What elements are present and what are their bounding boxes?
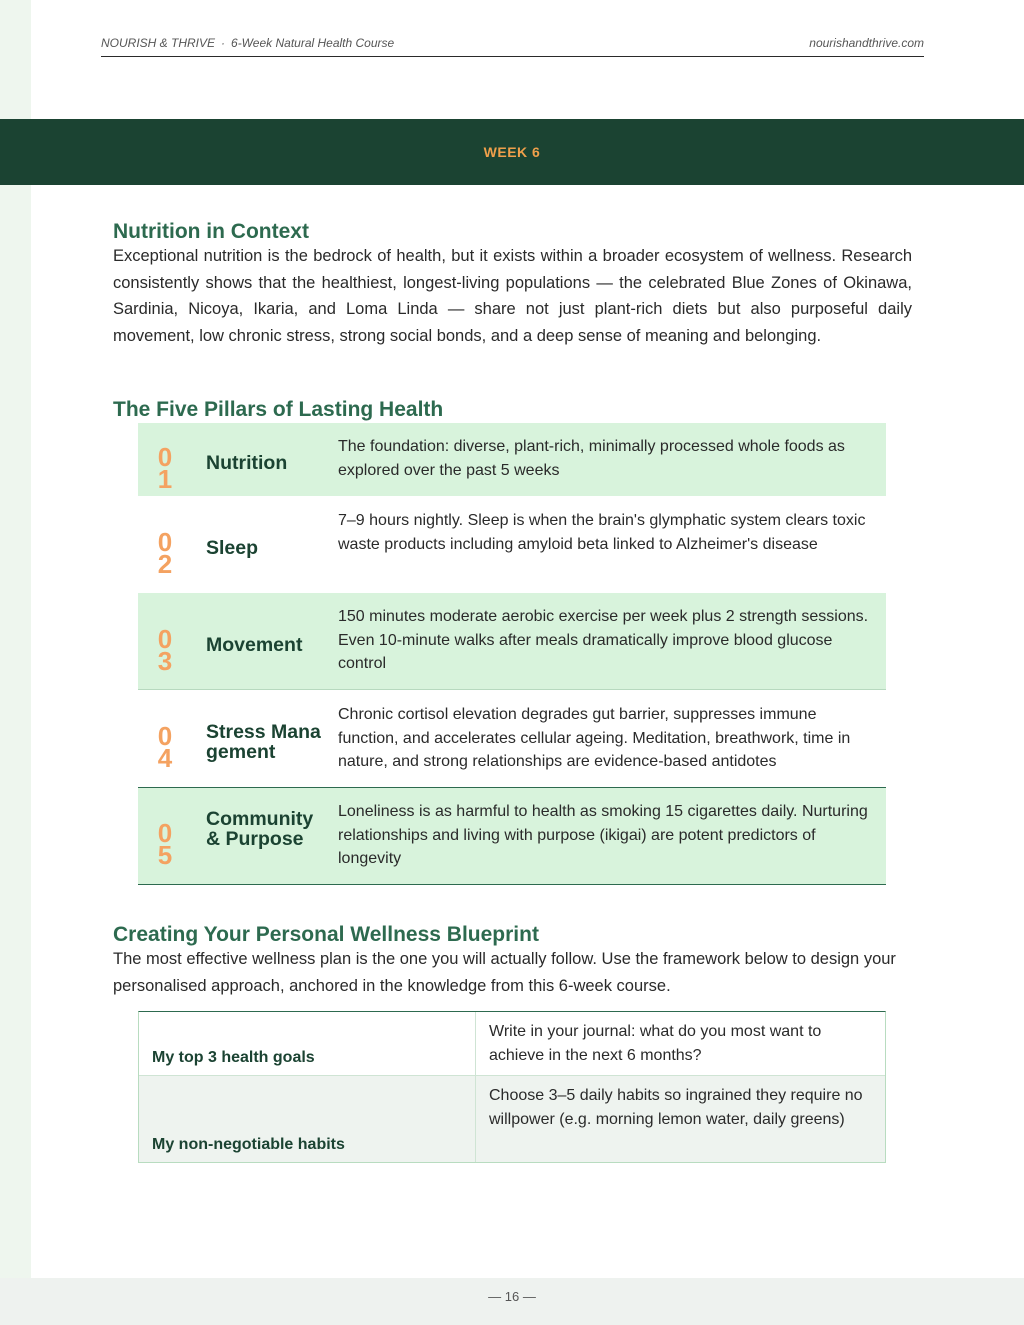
pillar-number: 05 — [157, 818, 173, 870]
pillar-row — [138, 690, 886, 787]
blueprint-label: My non-negotiable habits — [139, 1076, 476, 1162]
header-left — [101, 36, 394, 50]
blueprint-label: My top 3 health goals — [139, 1012, 476, 1075]
pillar-number: 02 — [157, 527, 173, 579]
pillar-description: 150 minutes moderate aerobic exercise per week plus 2 strength sessions. Even 10-minute walks after meals dramatically improve blood glucose control — [338, 608, 869, 672]
week-label: WEEK 6 — [483, 144, 541, 160]
blueprint-table — [138, 1011, 886, 1163]
pillar-row — [138, 593, 886, 690]
pillar-title: Sleep — [206, 537, 259, 559]
pillar-description: The foundation: diverse, plant-rich, minimally processed whole foods as explored over the past 5 weeks — [338, 438, 845, 479]
pillar-row — [138, 787, 886, 885]
table-row — [139, 1076, 885, 1162]
context-heading: Nutrition in Context — [113, 220, 309, 243]
side-stripe — [0, 0, 31, 1325]
pillar-title: Community & Purpose — [206, 808, 314, 850]
pillar-row — [138, 423, 886, 496]
blueprint-intro: The most effective wellness plan is the one you will actually follow. Use the framework below to design your personalised approach, anchored in the knowledge from this 6-week course. — [113, 950, 896, 995]
pillar-title: Stress Management — [206, 721, 321, 763]
pillar-description: Loneliness is as harmful to health as smoking 15 cigarettes daily. Nurturing relationships and living with purpose (ikigai) are potent predictors of longevity — [338, 803, 868, 867]
course-name: 6-Week Natural Health Course — [231, 36, 395, 50]
running-header — [101, 34, 924, 57]
pillar-description: Chronic cortisol elevation degrades gut barrier, suppresses immune function, and accelerates cellular ageing. Meditation, breathwork, time in nature, and strong relationships are evidence-based antidotes — [338, 706, 851, 770]
pillar-number: 04 — [157, 721, 173, 773]
header-separator: · — [221, 36, 226, 50]
blueprint-text: Write in your journal: what do you most want to achieve in the next 6 months? — [489, 1023, 822, 1064]
brand-name: NOURISH & THRIVE — [101, 36, 216, 50]
pillars-heading: The Five Pillars of Lasting Health — [113, 398, 444, 421]
blueprint-heading: Creating Your Personal Wellness Blueprint — [113, 923, 539, 946]
pillar-number: 03 — [157, 624, 173, 676]
blueprint-text: Choose 3–5 daily habits so ingrained they require no willpower (e.g. morning lemon water, daily greens) — [489, 1087, 863, 1128]
website-link[interactable]: nourishandthrive.com — [809, 36, 924, 50]
pillar-title: Nutrition — [206, 452, 288, 474]
context-paragraph: Exceptional nutrition is the bedrock of health, but it exists within a broader ecosystem of wellness. Research consistently shows that the healthiest, longest-living populations — the celebrated Blue Zones of Okinawa, Sardinia, Nicoya, Ikaria, and Loma Linda — share not just plant-rich diets but also purposeful daily movement, low chronic stress, strong social bonds, and a deep sense of meaning and belonging. — [113, 247, 912, 345]
page-number: — 16 — — [488, 1289, 536, 1304]
pillar-description: 7–9 hours nightly. Sleep is when the brain's glymphatic system clears toxic waste products including amyloid beta linked to Alzheimer's disease — [338, 512, 866, 553]
table-row — [139, 1012, 885, 1076]
page-footer — [0, 1278, 1024, 1325]
pillar-title: Movement — [206, 634, 303, 656]
week-banner — [0, 119, 1024, 185]
pillar-number: 01 — [157, 442, 173, 494]
pillar-row — [138, 496, 886, 593]
